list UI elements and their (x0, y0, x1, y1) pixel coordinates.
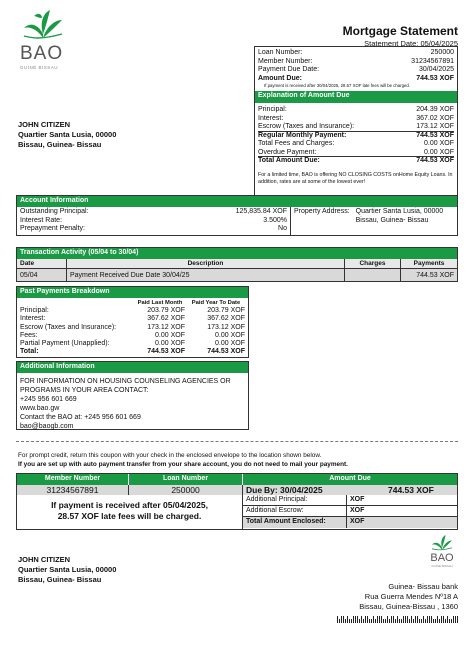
barcode-bar (447, 616, 448, 623)
info-email-link[interactable]: bao@baogb.com (20, 423, 74, 431)
past-row-partial (17, 340, 248, 348)
barcode-bar (449, 619, 450, 623)
expl-principal-label: Principal: (258, 106, 287, 113)
barcode-bar (347, 616, 348, 623)
barcode-bar (341, 616, 342, 623)
postal-barcode (337, 616, 458, 623)
barcode-bar (441, 616, 442, 623)
coupon-row-value: XOF (350, 496, 365, 503)
coupon-row-label: Additional Principal: (243, 495, 347, 505)
return-line2: Rua Guerra Mendes Nº18 A (364, 591, 458, 601)
col-payments: Payments (413, 260, 445, 267)
barcode-bar (375, 619, 376, 623)
past-last: 173.12 XOF (147, 323, 185, 331)
coupon-member-value: 31234567891 (17, 485, 129, 495)
row-description: Payment Received Due Date 30/04/25 (67, 269, 345, 281)
coupon-due-amount: 744.53 XOF (388, 485, 434, 495)
leaf-logo-icon (429, 534, 455, 552)
coupon-recipient-address (18, 555, 116, 584)
recipient-line2: Bissau, Guinea- Bissau (18, 139, 102, 149)
past-ytd: 0.00 XOF (215, 340, 245, 348)
info-line: FOR INFORMATION ON HOUSING COUNSELING AGENCIES OR (20, 378, 231, 385)
barcode-bar (417, 616, 418, 623)
coupon-row-label: Additional Escrow: (243, 506, 347, 516)
expl-regular-label: Regular Monthly Payment: (258, 131, 347, 139)
barcode-bar (399, 619, 400, 623)
barcode-bar (349, 619, 350, 623)
past-ytd: 203.79 XOF (207, 307, 245, 314)
barcode-bar (429, 616, 430, 623)
barcode-bar (339, 619, 340, 623)
past-label: Interest: (20, 315, 46, 323)
barcode-bar (395, 619, 396, 623)
coupon-late-line2: 28.57 XOF late fees will be charged. (57, 511, 202, 522)
info-phone: +245 956 601 669 (20, 396, 77, 404)
barcode-bar (421, 619, 422, 623)
past-row-principal (17, 307, 248, 315)
past-last: 203.79 XOF (147, 307, 185, 314)
past-row-escrow (17, 324, 248, 332)
col-date: Date (17, 259, 67, 268)
past-row-fees (17, 332, 248, 340)
past-label: Partial Payment (Unapplied): (20, 340, 110, 348)
barcode-bar (345, 619, 346, 623)
expl-total-label: Total Amount Due: (258, 157, 320, 164)
info-website-link[interactable]: www.bao.gw (20, 405, 60, 413)
transaction-activity (16, 247, 458, 282)
recipient-address (18, 120, 116, 149)
barcode-bar (411, 616, 412, 623)
property-address-label: Property Address: (294, 208, 350, 215)
coupon-instr-2: If you are set up with auto payment transfer from your share account, you do not need to mail your payment. (18, 461, 348, 469)
interest-rate-label: Interest Rate: (20, 216, 63, 224)
coupon-recipient-name: JOHN CITIZEN (18, 555, 71, 564)
expl-principal-value: 204.39 XOF (416, 106, 454, 113)
bao-logo-small (424, 534, 460, 568)
statement-title: Mortgage Statement (342, 24, 458, 38)
brand-name: BAO (20, 43, 64, 64)
past-ytd: 744.53 XOF (207, 348, 245, 356)
past-label: Fees: (20, 331, 38, 339)
member-number-label: Member Number: (258, 57, 313, 65)
brand-sub-small: GUINÉ BISSAU (431, 564, 453, 568)
barcode-bar (455, 616, 456, 623)
prepayment-penalty-label: Prepayment Penalty: (20, 225, 85, 232)
row-date: 05/04 (17, 269, 67, 281)
barcode-bar (415, 616, 416, 623)
account-header: Account Information (17, 196, 457, 207)
additional-information (16, 361, 249, 430)
loan-number-value: 250000 (430, 49, 454, 56)
statement-date: Statement Date: 05/04/2025 (364, 39, 458, 48)
loan-summary-box (254, 46, 458, 198)
barcode-bar (369, 619, 370, 623)
property-line2: Bissau, Guinea- Bissau (355, 216, 429, 224)
past-ytd: 0.00 XOF (215, 331, 245, 339)
past-ytd: 367.62 XOF (207, 315, 245, 323)
expl-interest-value: 367.02 XOF (416, 114, 454, 122)
amount-due-value: 744.53 XOF (416, 74, 454, 82)
coupon-loan-header: Loan Number (129, 474, 243, 485)
past-payments-header: Past Payments Breakdown (17, 287, 248, 298)
return-address (359, 582, 458, 611)
leaf-logo-icon (20, 8, 66, 42)
barcode-bar (361, 616, 362, 623)
recipient-line1: Quartier Santa Lusia, 00000 (18, 129, 117, 139)
coupon-instructions (18, 451, 348, 470)
barcode-bar (403, 616, 404, 623)
barcode-bar (379, 616, 380, 623)
barcode-bar (423, 616, 424, 623)
past-label: Total: (20, 348, 39, 356)
barcode-bar (391, 616, 392, 623)
coupon-loan-value: 250000 (129, 485, 243, 495)
barcode-bar (397, 616, 398, 623)
past-row-total (17, 348, 248, 356)
past-last: 744.53 XOF (147, 348, 185, 356)
barcode-bar (351, 619, 352, 623)
coupon-instr-1: For prompt credit, return this coupon with your check in the enclosed envelope to the location shown below. (18, 452, 322, 459)
coupon-recipient-line1: Quartier Santa Lusia, 00000 (18, 564, 117, 574)
amount-due-label: Amount Due: (258, 74, 302, 82)
expl-escrow-value: 173.12 XOF (416, 123, 454, 130)
coupon-total-enclosed[interactable] (243, 517, 457, 528)
barcode-bar (357, 616, 358, 623)
barcode-bar (443, 616, 444, 623)
account-information (16, 195, 458, 236)
expl-overdue-label: Overdue Payment: (258, 148, 317, 156)
transactions-header: Transaction Activity (05/04 to 30/04) (17, 248, 457, 259)
barcode-bar (427, 616, 428, 623)
expl-total-value: 744.53 XOF (416, 157, 454, 164)
info-contact: Contact the BAO at: +245 956 601 669 (20, 414, 141, 422)
expl-overdue-value: 0.00 XOF (424, 148, 454, 156)
coupon-row-value: XOF (350, 507, 365, 514)
coupon-recipient-line2: Bissau, Guinea- Bissau (18, 574, 102, 584)
payment-coupon (16, 473, 458, 530)
late-fee-note: If payment is received after 30/04/2025, 28.57 XOF late fees will be charged. (264, 83, 410, 88)
barcode-bar (365, 616, 366, 623)
due-date-label: Payment Due Date: (258, 66, 320, 73)
barcode-bar (385, 619, 386, 623)
barcode-bar (353, 616, 354, 623)
barcode-bar (453, 616, 454, 623)
coupon-due-label: Due (246, 485, 263, 495)
past-ytd: 173.12 XOF (207, 323, 245, 331)
barcode-bar (401, 619, 402, 623)
past-row-interest (17, 315, 248, 323)
expl-escrow-label: Escrow (Taxes and Insurance): (258, 123, 355, 130)
coupon-row-value: XOF (350, 518, 365, 525)
barcode-bar (355, 616, 356, 623)
interest-rate-value: 3.500% (263, 216, 287, 224)
coupon-additional-principal[interactable] (243, 495, 457, 506)
past-last: 0.00 XOF (155, 340, 185, 348)
recipient-name: JOHN CITIZEN (18, 120, 71, 129)
coupon-due-by: By: 30/04/2025 (264, 485, 323, 495)
barcode-bar (381, 616, 382, 623)
barcode-bar (405, 616, 406, 623)
barcode-bar (451, 619, 452, 623)
barcode-bar (367, 616, 368, 623)
barcode-bar (413, 619, 414, 623)
barcode-bar (377, 616, 378, 623)
paid-ytd-header: Paid Year To Date (191, 300, 241, 306)
row-charges (345, 269, 401, 281)
expl-fees-label: Total Fees and Charges: (258, 140, 335, 147)
past-label: Principal: (20, 307, 49, 314)
explanation-header: Explanation of Amount Due (255, 91, 457, 103)
barcode-bar (359, 619, 360, 623)
paid-last-month-header: Paid Last Month (137, 300, 183, 306)
table-row (17, 269, 457, 281)
barcode-bar (407, 616, 408, 623)
expl-fees-value: 0.00 XOF (424, 140, 454, 147)
expl-regular-value: 744.53 XOF (416, 131, 454, 139)
coupon-additional-escrow[interactable] (243, 506, 457, 517)
col-description: Description (67, 259, 345, 268)
barcode-bar (343, 616, 344, 623)
barcode-bar (457, 616, 458, 623)
barcode-bar (337, 616, 338, 623)
barcode-bar (425, 619, 426, 623)
property-line1: Quartier Santa Lusia, 00000 (355, 208, 444, 215)
prepayment-penalty-value: No (278, 225, 287, 232)
barcode-bar (371, 619, 372, 623)
barcode-bar (389, 619, 390, 623)
barcode-bar (363, 619, 364, 623)
coupon-member-header: Member Number (17, 474, 129, 485)
outstanding-principal-label: Outstanding Principal: (20, 208, 89, 215)
return-line1: Guinea- Bissau bank (388, 582, 458, 591)
coupon-amount-header: Amount Due (243, 474, 457, 485)
col-charges: Charges (345, 259, 401, 268)
barcode-bar (431, 616, 432, 623)
coupon-row-label: Total Amount Enclosed: (243, 517, 347, 528)
loan-number-label: Loan Number: (258, 49, 303, 56)
member-number-value: 31234567891 (411, 57, 454, 65)
barcode-bar (439, 619, 440, 623)
row-payments: 744.53 XOF (416, 272, 454, 279)
brand-name-small: BAO (430, 552, 454, 564)
barcode-bar (383, 619, 384, 623)
barcode-bar (409, 619, 410, 623)
past-last: 367.62 XOF (147, 315, 185, 323)
expl-interest-label: Interest: (258, 114, 284, 122)
promo-note: For a limited time, BAO is offering NO CLOSING COSTS onHome Equity Loans. In addition, rates are at some of the lowest ever! (258, 172, 453, 186)
barcode-bar (437, 616, 438, 623)
past-last: 0.00 XOF (155, 331, 185, 339)
barcode-bar (393, 616, 394, 623)
return-line3: Bissau, Guinea-Bissau , 1360 (359, 601, 458, 611)
barcode-bar (419, 619, 420, 623)
barcode-bar (445, 619, 446, 623)
info-line: PROGRAMS IN YOUR AREA CONTACT: (20, 387, 149, 395)
barcode-bar (435, 619, 436, 623)
barcode-bar (433, 619, 434, 623)
brand-sub: GUINÉ BISSAU (20, 65, 59, 70)
past-payments-breakdown (16, 286, 249, 358)
coupon-late-line1: If payment is received after 05/04/2025, (51, 500, 208, 510)
barcode-bar (387, 616, 388, 623)
cut-line (16, 441, 458, 442)
past-label: Escrow (Taxes and Insurance): (20, 323, 117, 331)
outstanding-principal-value: 125,835.84 XOF (235, 208, 287, 215)
additional-header: Additional Information (17, 362, 248, 373)
barcode-bar (373, 616, 374, 623)
bao-logo (20, 8, 70, 70)
due-date-value: 30/04/2025 (418, 66, 454, 73)
